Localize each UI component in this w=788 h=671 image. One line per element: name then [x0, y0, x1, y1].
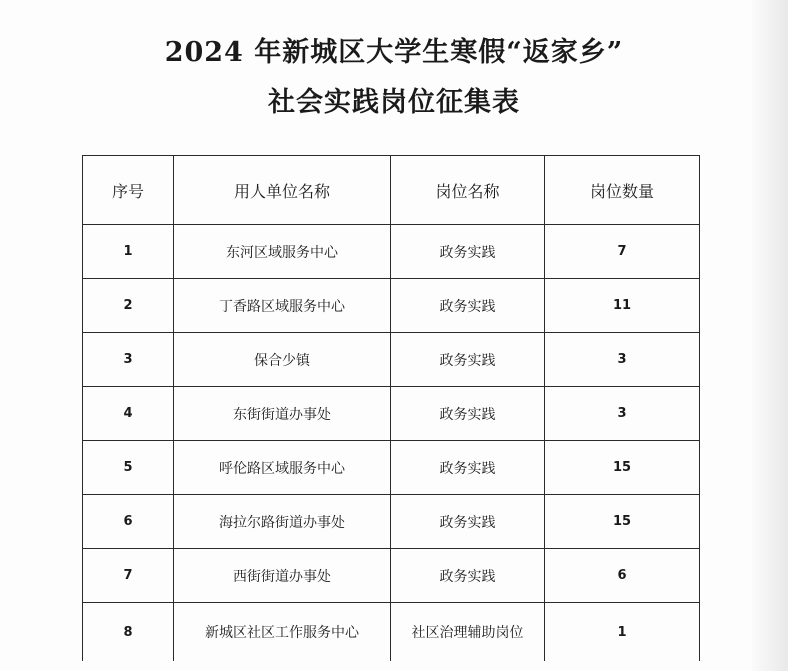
table-row [83, 495, 700, 549]
header-employer-name: 用人单位名称 [174, 156, 391, 225]
document-title-line-2: 社会实践岗位征集表 [268, 87, 520, 118]
table-header-row [83, 156, 700, 225]
cell-position-name: 政务实践 [391, 279, 545, 333]
cell-serial-number: 5 [83, 441, 174, 495]
cell-employer-name: 保合少镇 [174, 333, 391, 387]
cell-position-count: 1 [545, 603, 700, 662]
cell-position-name: 政务实践 [391, 387, 545, 441]
cell-position-count: 15 [545, 495, 700, 549]
cell-employer-name: 西街街道办事处 [174, 549, 391, 603]
cell-employer-name: 呼伦路区域服务中心 [174, 441, 391, 495]
cell-employer-name: 东街街道办事处 [174, 387, 391, 441]
cell-position-name: 政务实践 [391, 225, 545, 279]
header-position-name: 岗位名称 [391, 156, 545, 225]
position-table [82, 155, 700, 661]
table-row [83, 387, 700, 441]
cell-position-count: 6 [545, 549, 700, 603]
cell-serial-number: 8 [83, 603, 174, 662]
cell-position-name: 政务实践 [391, 441, 545, 495]
table-row [83, 441, 700, 495]
cell-position-count: 15 [545, 441, 700, 495]
cell-serial-number: 1 [83, 225, 174, 279]
cell-employer-name: 丁香路区域服务中心 [174, 279, 391, 333]
cell-position-count: 11 [545, 279, 700, 333]
table-row [83, 603, 700, 662]
cell-employer-name: 东河区域服务中心 [174, 225, 391, 279]
cell-position-name: 政务实践 [391, 495, 545, 549]
cell-serial-number: 7 [83, 549, 174, 603]
cell-position-count: 7 [545, 225, 700, 279]
cell-employer-name: 新城区社区工作服务中心 [174, 603, 391, 662]
cell-position-count: 3 [545, 387, 700, 441]
table-row [83, 225, 700, 279]
cell-serial-number: 4 [83, 387, 174, 441]
cell-position-name: 政务实践 [391, 333, 545, 387]
header-position-count: 岗位数量 [545, 156, 700, 225]
cell-serial-number: 2 [83, 279, 174, 333]
cell-position-name: 社区治理辅助岗位 [391, 603, 545, 662]
cell-serial-number: 3 [83, 333, 174, 387]
cell-position-count: 3 [545, 333, 700, 387]
cell-serial-number: 6 [83, 495, 174, 549]
cell-position-name: 政务实践 [391, 549, 545, 603]
table-row [83, 333, 700, 387]
table-row [83, 279, 700, 333]
document-title-line-1: 2024 年新城区大学生寒假“返家乡” [164, 37, 624, 68]
header-serial-number: 序号 [83, 156, 174, 225]
cell-employer-name: 海拉尔路街道办事处 [174, 495, 391, 549]
table-row [83, 549, 700, 603]
